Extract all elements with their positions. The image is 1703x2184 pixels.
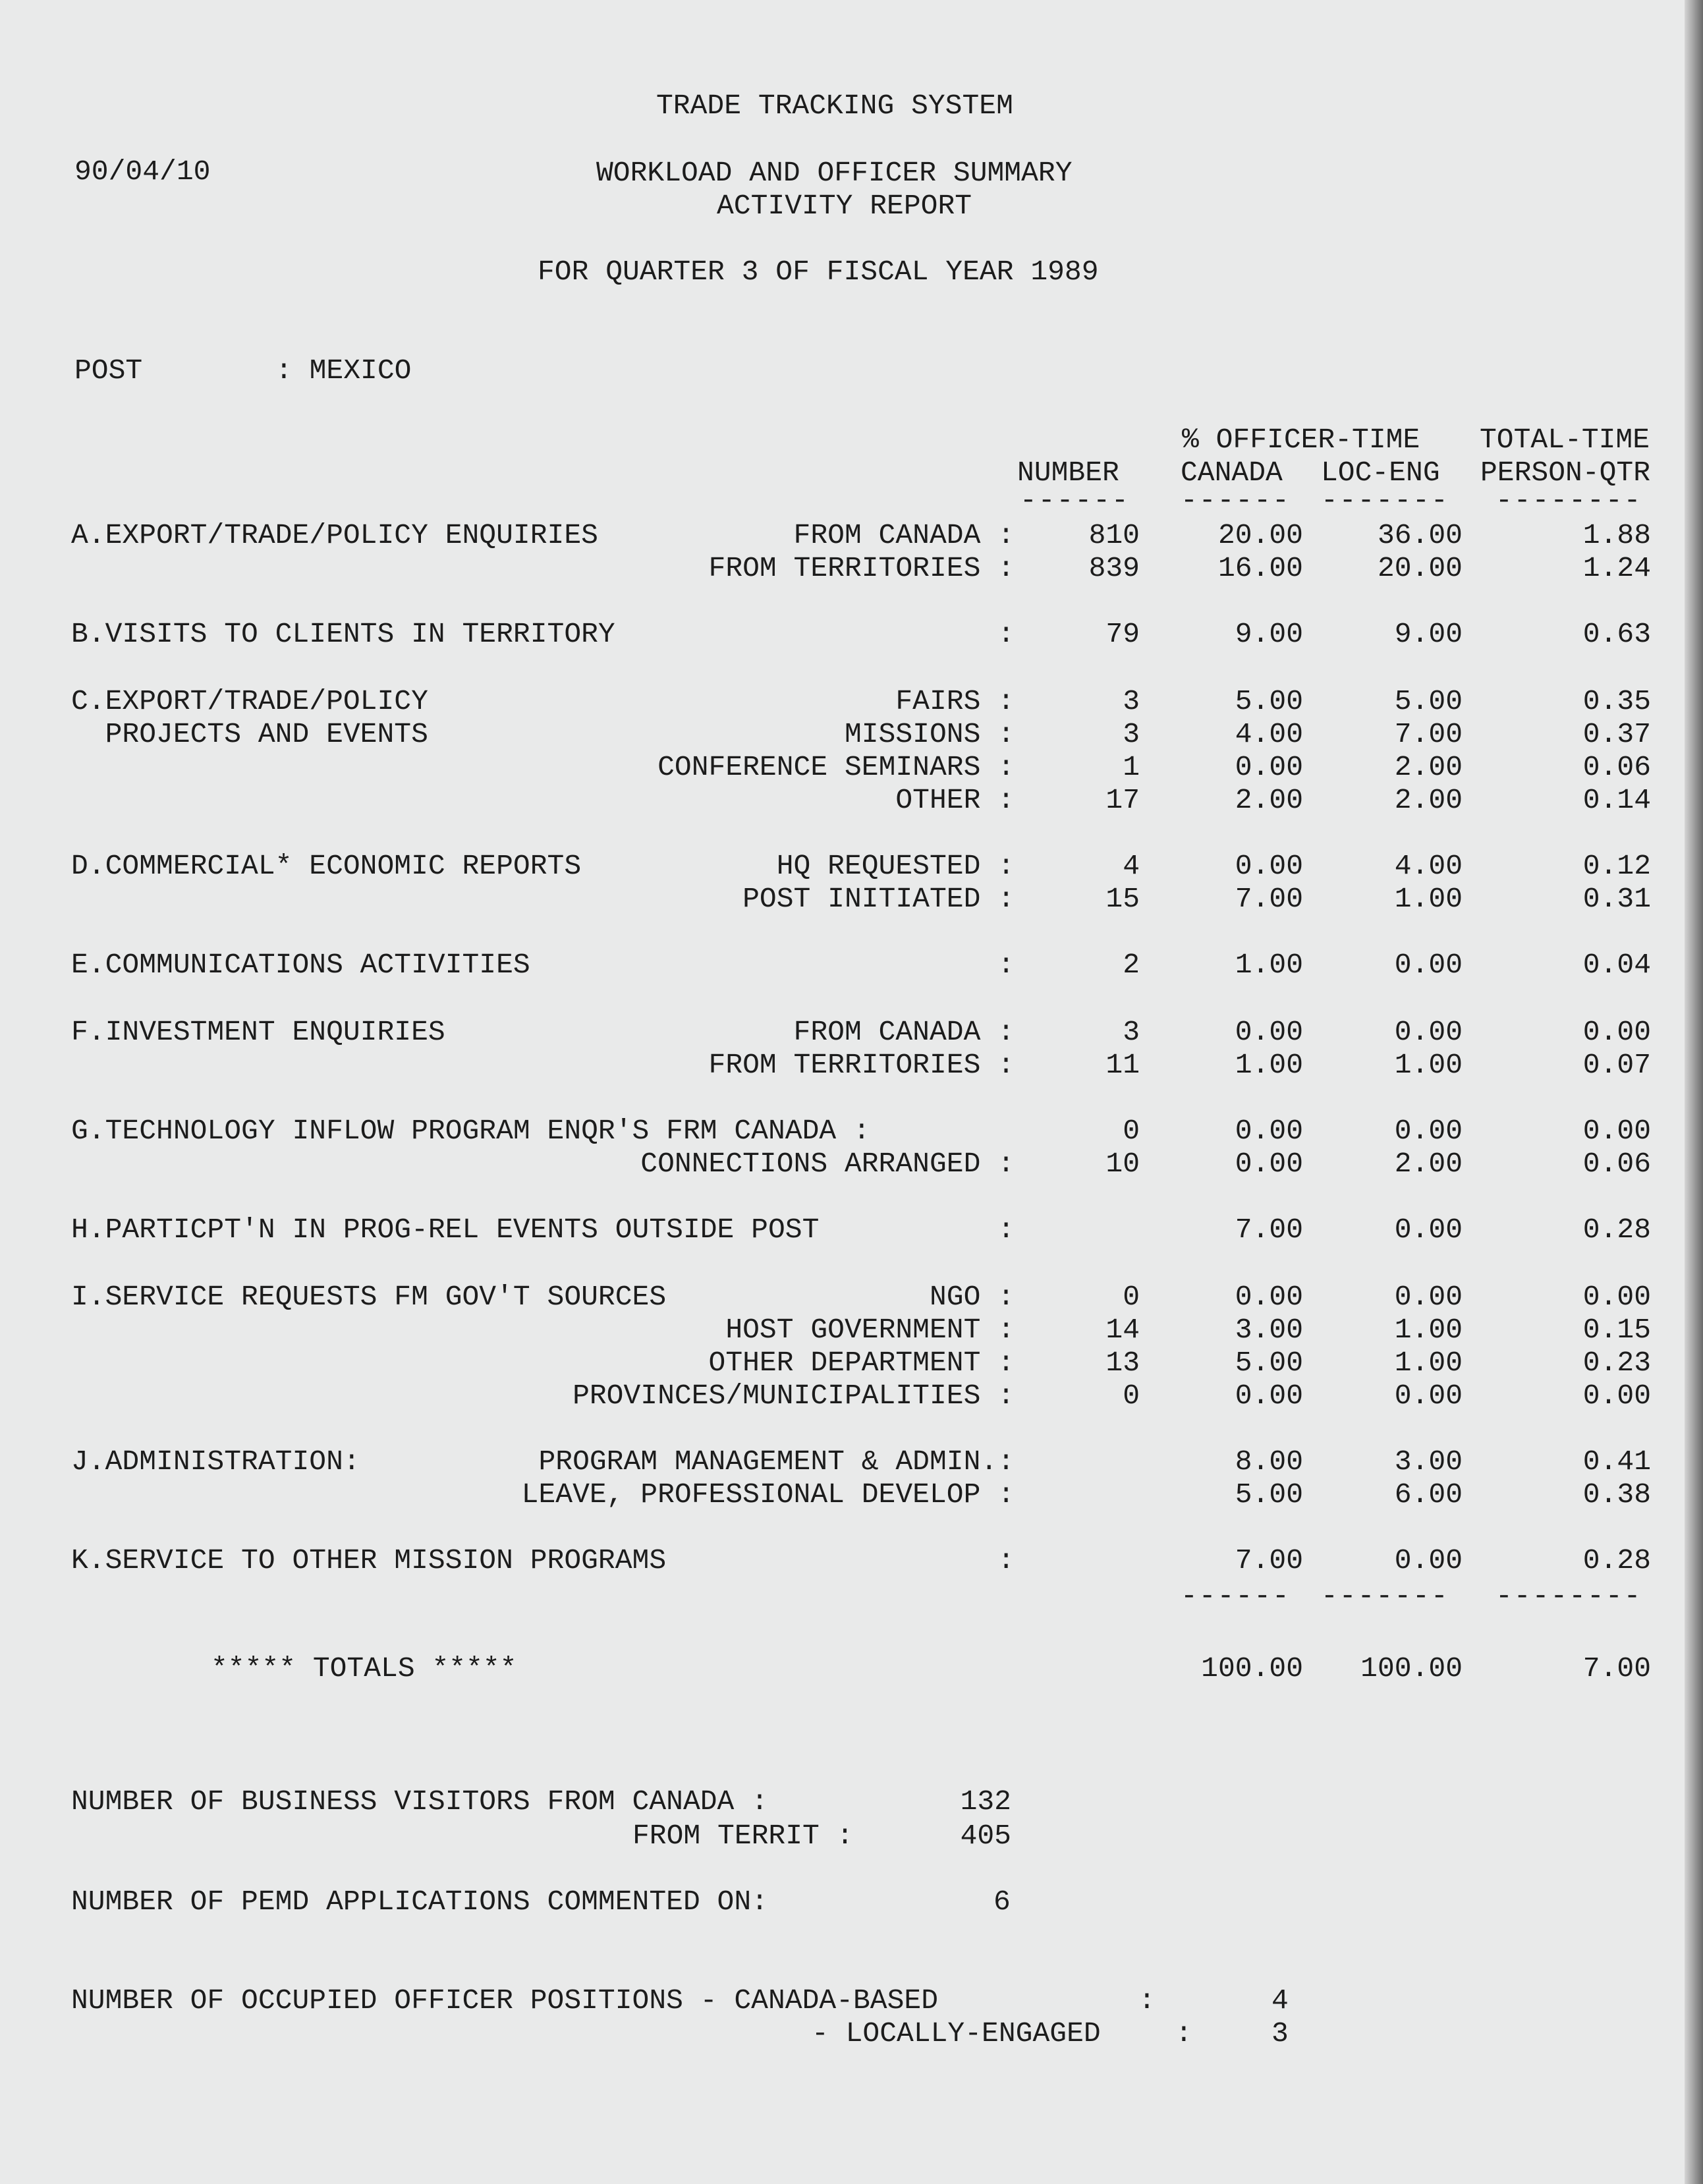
row-sublabel: NGO :	[929, 1281, 1015, 1313]
row-loc-eng-pct: 36.00	[1377, 519, 1463, 551]
row-canada-pct: 0.00	[1235, 1115, 1303, 1147]
post-value: : MEXICO	[275, 354, 412, 387]
row-loc-eng-pct: 1.00	[1394, 1049, 1463, 1081]
row-total-time: 0.00	[1582, 1115, 1651, 1147]
row-number: 2	[1123, 949, 1140, 981]
row-canada-pct: 0.00	[1235, 1281, 1303, 1313]
row-total-time: 0.07	[1582, 1049, 1651, 1081]
row-total-time: 0.04	[1582, 949, 1651, 981]
row-total-time: 0.12	[1582, 850, 1651, 882]
pemd-label: NUMBER OF PEMD APPLICATIONS COMMENTED ON:	[71, 1886, 768, 1918]
row-number: 79	[1105, 618, 1140, 650]
row-sublabel: CONNECTIONS ARRANGED :	[640, 1148, 1015, 1180]
row-label: PROJECTS AND EVENTS	[71, 718, 428, 750]
row-label: K.SERVICE TO OTHER MISSION PROGRAMS	[71, 1544, 667, 1577]
row-number: 839	[1088, 552, 1140, 584]
row-number: 3	[1123, 1016, 1140, 1048]
visitors-territ-label: FROM TERRIT :	[632, 1820, 854, 1852]
row-sublabel: POST INITIATED :	[742, 883, 1015, 915]
row-loc-eng-pct: 0.00	[1394, 949, 1463, 981]
row-loc-eng-pct: 9.00	[1394, 618, 1463, 650]
row-canada-pct: 0.00	[1235, 751, 1303, 783]
row-total-time: 0.00	[1582, 1380, 1651, 1412]
positions-label: NUMBER OF OCCUPIED OFFICER POSITIONS - CANADA-BASED	[71, 1984, 939, 2017]
visitors-territ-value: 405	[960, 1820, 1011, 1852]
row-label: F.INVESTMENT ENQUIRIES	[71, 1016, 445, 1048]
row-number: 3	[1123, 718, 1140, 750]
visitors-canada-value: 132	[960, 1785, 1011, 1818]
row-loc-eng-pct: 0.00	[1394, 1214, 1463, 1246]
row-canada-pct: 1.00	[1235, 1049, 1303, 1081]
row-sublabel: :	[997, 618, 1015, 650]
row-label: D.COMMERCIAL* ECONOMIC REPORTS	[71, 850, 582, 882]
row-canada-pct: 5.00	[1235, 1478, 1303, 1511]
row-label: G.TECHNOLOGY INFLOW PROGRAM ENQR'S FRM CANADA :	[71, 1115, 870, 1147]
row-sublabel: OTHER DEPARTMENT :	[708, 1347, 1015, 1379]
page-edge-shadow	[1685, 0, 1703, 2184]
row-loc-eng-pct: 1.00	[1394, 883, 1463, 915]
row-sublabel: HQ REQUESTED :	[776, 850, 1015, 882]
row-loc-eng-pct: 0.00	[1394, 1115, 1463, 1147]
row-number: 17	[1105, 784, 1140, 816]
row-loc-eng-pct: 2.00	[1394, 784, 1463, 816]
row-sublabel: FROM CANADA :	[793, 1016, 1015, 1048]
totals-canada: 100.00	[1201, 1652, 1303, 1685]
row-loc-eng-pct: 5.00	[1394, 685, 1463, 717]
row-number: 4	[1123, 850, 1140, 882]
row-total-time: 1.88	[1582, 519, 1651, 551]
row-sublabel: PROVINCES/MUNICIPALITIES :	[572, 1380, 1015, 1412]
post-label: POST	[74, 354, 143, 387]
row-sublabel: CONFERENCE SEMINARS :	[657, 751, 1015, 783]
row-sublabel: FROM TERRITORIES :	[708, 1049, 1015, 1081]
row-sublabel: FAIRS :	[895, 685, 1015, 717]
row-canada-pct: 0.00	[1235, 850, 1303, 882]
row-sublabel: HOST GOVERNMENT :	[725, 1314, 1015, 1346]
totals-divider-total: --------	[1495, 1580, 1642, 1612]
positions-colon-local: :	[1175, 2017, 1192, 2050]
row-loc-eng-pct: 1.00	[1394, 1314, 1463, 1346]
row-number: 1	[1123, 751, 1140, 783]
row-canada-pct: 5.00	[1235, 685, 1303, 717]
col-divider-canada: ------	[1181, 484, 1291, 517]
row-label: E.COMMUNICATIONS ACTIVITIES	[71, 949, 530, 981]
row-canada-pct: 5.00	[1235, 1347, 1303, 1379]
row-number: 13	[1105, 1347, 1140, 1379]
row-canada-pct: 3.00	[1235, 1314, 1303, 1346]
row-number: 14	[1105, 1314, 1140, 1346]
row-loc-eng-pct: 3.00	[1394, 1445, 1463, 1478]
row-label: A.EXPORT/TRADE/POLICY ENQUIRIES	[71, 519, 598, 551]
positions-local-value: 3	[1271, 2017, 1289, 2050]
row-canada-pct: 7.00	[1235, 1214, 1303, 1246]
col-divider-number: ------	[1020, 484, 1130, 517]
row-label: I.SERVICE REQUESTS FM GOV'T SOURCES	[71, 1281, 667, 1313]
row-sublabel: FROM TERRITORIES :	[708, 552, 1015, 584]
col-divider-total: --------	[1495, 484, 1642, 517]
row-loc-eng-pct: 0.00	[1394, 1016, 1463, 1048]
row-number: 15	[1105, 883, 1140, 915]
row-canada-pct: 0.00	[1235, 1016, 1303, 1048]
totals-loc-eng: 100.00	[1360, 1652, 1463, 1685]
row-number: 0	[1123, 1115, 1140, 1147]
row-canada-pct: 16.00	[1217, 552, 1303, 584]
row-total-time: 1.24	[1582, 552, 1651, 584]
row-total-time: 0.14	[1582, 784, 1651, 816]
row-canada-pct: 9.00	[1235, 618, 1303, 650]
row-loc-eng-pct: 0.00	[1394, 1380, 1463, 1412]
row-total-time: 0.38	[1582, 1478, 1651, 1511]
row-total-time: 0.28	[1582, 1214, 1651, 1246]
row-number: 0	[1123, 1281, 1140, 1313]
row-canada-pct: 4.00	[1235, 718, 1303, 750]
col-header-canada: CANADA	[1181, 457, 1283, 489]
system-title: TRADE TRACKING SYSTEM	[656, 90, 1013, 122]
row-loc-eng-pct: 2.00	[1394, 1148, 1463, 1180]
totals-total-time: 7.00	[1582, 1652, 1651, 1685]
row-sublabel: LEAVE, PROFESSIONAL DEVELOP :	[521, 1478, 1015, 1511]
pemd-value: 6	[993, 1886, 1011, 1918]
row-total-time: 0.00	[1582, 1281, 1651, 1313]
col-header-number: NUMBER	[1017, 457, 1119, 489]
row-canada-pct: 0.00	[1235, 1380, 1303, 1412]
col-header-officer-time: % OFFICER-TIME	[1182, 424, 1420, 456]
row-loc-eng-pct: 0.00	[1394, 1544, 1463, 1577]
row-total-time: 0.41	[1582, 1445, 1651, 1478]
row-label: H.PARTICPT'N IN PROG-REL EVENTS OUTSIDE POST	[71, 1214, 820, 1246]
row-sublabel: :	[997, 1544, 1015, 1577]
col-header-person-qtr: PERSON-QTR	[1480, 457, 1651, 489]
row-total-time: 0.00	[1582, 1016, 1651, 1048]
row-total-time: 0.28	[1582, 1544, 1651, 1577]
row-number: 3	[1123, 685, 1140, 717]
row-sublabel: FROM CANADA :	[793, 519, 1015, 551]
report-date: 90/04/10	[74, 155, 211, 188]
row-total-time: 0.63	[1582, 618, 1651, 650]
row-canada-pct: 0.00	[1235, 1148, 1303, 1180]
row-total-time: 0.06	[1582, 751, 1651, 783]
row-number: 810	[1088, 519, 1140, 551]
row-number: 0	[1123, 1380, 1140, 1412]
row-total-time: 0.35	[1582, 685, 1651, 717]
row-loc-eng-pct: 20.00	[1377, 552, 1463, 584]
row-loc-eng-pct: 6.00	[1394, 1478, 1463, 1511]
row-total-time: 0.23	[1582, 1347, 1651, 1379]
row-number: 10	[1105, 1148, 1140, 1180]
row-label: J.ADMINISTRATION:	[71, 1445, 360, 1478]
row-loc-eng-pct: 2.00	[1394, 751, 1463, 783]
row-label: B.VISITS TO CLIENTS IN TERRITORY	[71, 618, 615, 650]
col-header-loc-eng: LOC-ENG	[1321, 457, 1440, 489]
row-total-time: 0.31	[1582, 883, 1651, 915]
row-canada-pct: 7.00	[1235, 1544, 1303, 1577]
row-loc-eng-pct: 4.00	[1394, 850, 1463, 882]
visitors-label: NUMBER OF BUSINESS VISITORS FROM CANADA :	[71, 1785, 768, 1818]
positions-local-label: - LOCALLY-ENGAGED	[812, 2017, 1101, 2050]
row-loc-eng-pct: 1.00	[1394, 1347, 1463, 1379]
row-label: C.EXPORT/TRADE/POLICY	[71, 685, 428, 717]
row-canada-pct: 20.00	[1217, 519, 1303, 551]
row-sublabel: :	[997, 1214, 1015, 1246]
report-period: FOR QUARTER 3 OF FISCAL YEAR 1989	[538, 256, 1099, 288]
row-loc-eng-pct: 0.00	[1394, 1281, 1463, 1313]
positions-colon-canada: :	[1138, 1984, 1156, 2017]
totals-label: ***** TOTALS *****	[211, 1652, 517, 1685]
row-loc-eng-pct: 7.00	[1394, 718, 1463, 750]
totals-divider-loc-eng: -------	[1321, 1580, 1449, 1612]
row-sublabel: :	[997, 949, 1015, 981]
row-sublabel: MISSIONS :	[844, 718, 1015, 750]
totals-divider-canada: ------	[1181, 1580, 1291, 1612]
report-title: WORKLOAD AND OFFICER SUMMARY	[596, 157, 1073, 189]
row-sublabel: OTHER :	[895, 784, 1015, 816]
row-total-time: 0.06	[1582, 1148, 1651, 1180]
row-canada-pct: 7.00	[1235, 883, 1303, 915]
row-canada-pct: 1.00	[1235, 949, 1303, 981]
col-header-total-time: TOTAL-TIME	[1480, 424, 1650, 456]
report-subtitle: ACTIVITY REPORT	[717, 190, 972, 222]
positions-canada-value: 4	[1271, 1984, 1289, 2017]
row-total-time: 0.37	[1582, 718, 1651, 750]
row-canada-pct: 2.00	[1235, 784, 1303, 816]
row-number: 11	[1105, 1049, 1140, 1081]
row-canada-pct: 8.00	[1235, 1445, 1303, 1478]
row-sublabel: PROGRAM MANAGEMENT & ADMIN.:	[538, 1445, 1015, 1478]
col-divider-loc-eng: -------	[1321, 484, 1449, 517]
row-total-time: 0.15	[1582, 1314, 1651, 1346]
